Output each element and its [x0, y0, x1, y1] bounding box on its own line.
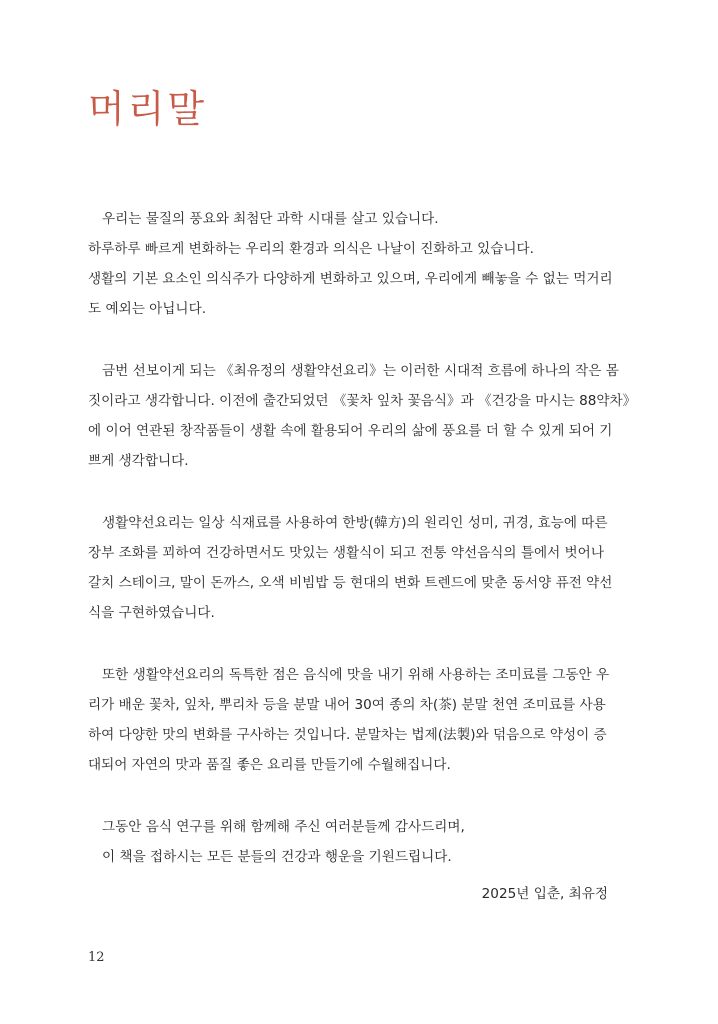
text-line: 장부 조화를 꾀하여 건강하면서도 맛있는 생활식이 되고 전통 약선음식의 틀에서 벗어나: [88, 545, 604, 561]
text-line: 에 이어 연관된 창작품들이 생활 속에 활용되어 우리의 삶에 풍요를 더 할 수 있게 되어 기: [88, 423, 613, 439]
paragraph-1: [88, 204, 618, 324]
text-line: 생활약선요리는 일상 식재료를 사용하여 한방(韓方)의 원리인 성미, 귀경, 효능에 따른: [102, 515, 608, 531]
text-line: 또한 생활약선요리의 독특한 점은 음식에 맛을 내기 위해 사용하는 조미료를 그동안 우: [102, 667, 610, 683]
page-number: 12: [88, 950, 105, 965]
text-line: 이 책을 접하시는 모든 분들의 건강과 행운을 기원드립니다.: [102, 849, 452, 865]
page-title: 머리말: [88, 87, 208, 131]
text-line: 도 예외는 아닙니다.: [88, 301, 207, 317]
text-line: 갈치 스테이크, 말이 돈까스, 오색 비빔밥 등 현대의 변화 트렌드에 맞춘 동서양 퓨전 약선: [88, 575, 613, 591]
paragraph-3: [88, 508, 618, 628]
preface-body: [88, 204, 637, 904]
paragraph-4: [88, 660, 618, 780]
text-line: 생활의 기본 요소인 의식주가 다양하게 변화하고 있으며, 우리에게 빼놓을 수 없는 먹거리: [88, 271, 613, 287]
text-line: 그동안 음식 연구를 위해 함께해 주신 여러분들께 감사드리며,: [102, 819, 465, 835]
paragraph-2: [88, 356, 637, 476]
text-line: 하여 다양한 맛의 변화를 구사하는 것입니다. 분말차는 법제(法製)와 덖음으로 약성이 증: [88, 727, 607, 743]
paragraph-5: [88, 812, 618, 872]
text-line: 식을 구현하였습니다.: [88, 605, 215, 621]
text-line: 쁘게 생각합니다.: [88, 453, 189, 469]
text-line: 대되어 자연의 맛과 품질 좋은 요리를 만들기에 수월해집니다.: [88, 757, 451, 773]
signature: 2025년 입춘, 최유정: [481, 886, 608, 902]
text-line: 짓이라고 생각합니다. 이전에 출간되었던 《꽃차 잎차 꽃음식》과 《건강을 마시는 88약차》: [88, 393, 637, 409]
text-line: 우리는 물질의 풍요와 최첨단 과학 시대를 살고 있습니다.: [102, 211, 439, 227]
text-line: 금번 선보이게 되는 《최유정의 생활약선요리》는 이러한 시대적 흐름에 하나의 작은 몸: [102, 363, 619, 379]
text-line: 하루하루 빠르게 변화하는 우리의 환경과 의식은 나날이 진화하고 있습니다.: [88, 241, 534, 257]
text-line: 리가 배운 꽃차, 잎차, 뿌리차 등을 분말 내어 30여 종의 차(茶) 분말 천연 조미료를 사용: [88, 697, 606, 713]
